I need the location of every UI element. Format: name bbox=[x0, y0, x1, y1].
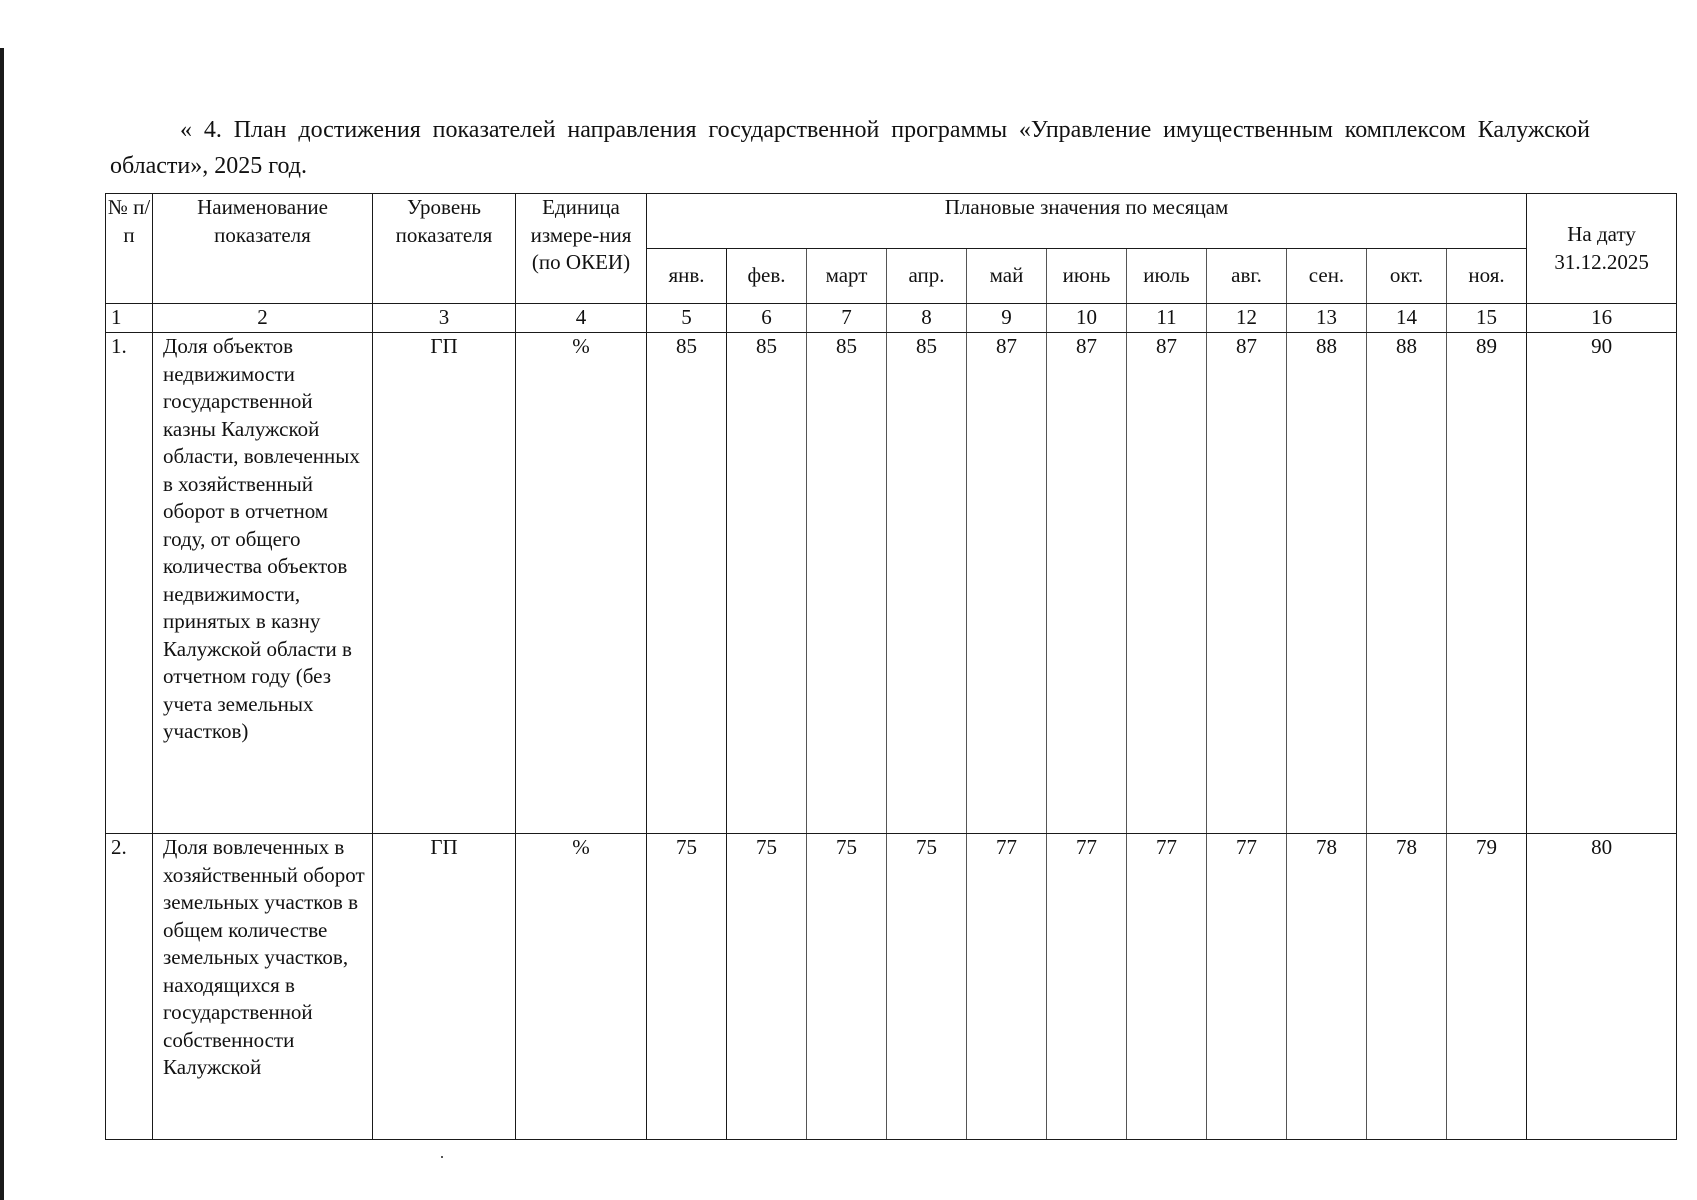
row-number: 1. bbox=[106, 333, 153, 834]
scan-dot bbox=[441, 1156, 443, 1158]
header-month: янв. bbox=[647, 249, 727, 304]
header-monthly-values: Плановые значения по месяцам bbox=[647, 194, 1527, 249]
year-end-value: 80 bbox=[1527, 834, 1677, 1140]
monthly-value: 87 bbox=[1047, 333, 1127, 834]
header-month: апр. bbox=[887, 249, 967, 304]
monthly-value: 78 bbox=[1287, 834, 1367, 1140]
monthly-value: 75 bbox=[727, 834, 807, 1140]
monthly-value: 75 bbox=[807, 834, 887, 1140]
indicator-name: Доля объектов недвижимости государственной казны Калужской области, вовлеченных в хозяйственный оборот в отчетном году, от общего количества объектов недвижимости, принятых в казну Калужской области в отчетном году (без учета земельных участков) bbox=[153, 333, 373, 834]
column-number-row bbox=[106, 304, 1677, 333]
column-number: 2 bbox=[153, 304, 373, 333]
page-edge-gap bbox=[0, 0, 4, 48]
monthly-value: 85 bbox=[807, 333, 887, 834]
header-total-date: На дату 31.12.2025 bbox=[1527, 194, 1677, 304]
column-number: 15 bbox=[1447, 304, 1527, 333]
monthly-value: 75 bbox=[887, 834, 967, 1140]
column-number: 3 bbox=[373, 304, 516, 333]
monthly-value: 89 bbox=[1447, 333, 1527, 834]
indicator-level: ГП bbox=[373, 333, 516, 834]
column-number: 10 bbox=[1047, 304, 1127, 333]
indicator-name: Доля вовлеченных в хозяйственный оборот земельных участков в общем количестве земельных участков, находящихся в государственной собственности Калужской bbox=[153, 834, 373, 1140]
column-number: 4 bbox=[516, 304, 647, 333]
header-month: март bbox=[807, 249, 887, 304]
monthly-value: 85 bbox=[647, 333, 727, 834]
monthly-value: 87 bbox=[967, 333, 1047, 834]
page-edge-line bbox=[0, 0, 4, 1200]
row-number: 2. bbox=[106, 834, 153, 1140]
column-number: 1 bbox=[106, 304, 153, 333]
monthly-value: 88 bbox=[1287, 333, 1367, 834]
header-month: окт. bbox=[1367, 249, 1447, 304]
indicator-level: ГП bbox=[373, 834, 516, 1140]
header-name: Наименование показателя bbox=[153, 194, 373, 304]
column-number: 14 bbox=[1367, 304, 1447, 333]
monthly-value: 88 bbox=[1367, 333, 1447, 834]
table-row bbox=[106, 333, 1677, 834]
monthly-value: 85 bbox=[727, 333, 807, 834]
table-row bbox=[106, 834, 1677, 1140]
header-month: июнь bbox=[1047, 249, 1127, 304]
column-number: 12 bbox=[1207, 304, 1287, 333]
column-number: 8 bbox=[887, 304, 967, 333]
column-number: 11 bbox=[1127, 304, 1207, 333]
column-number: 9 bbox=[967, 304, 1047, 333]
year-end-value: 90 bbox=[1527, 333, 1677, 834]
header-month: авг. bbox=[1207, 249, 1287, 304]
monthly-value: 77 bbox=[1207, 834, 1287, 1140]
monthly-value: 75 bbox=[647, 834, 727, 1140]
header-month: фев. bbox=[727, 249, 807, 304]
monthly-value: 87 bbox=[1127, 333, 1207, 834]
column-number: 16 bbox=[1527, 304, 1677, 333]
monthly-value: 78 bbox=[1367, 834, 1447, 1140]
header-num: № п/п bbox=[106, 194, 153, 304]
header-month: сен. bbox=[1287, 249, 1367, 304]
header-month: июль bbox=[1127, 249, 1207, 304]
indicator-plan-table bbox=[105, 193, 1677, 1140]
column-number: 13 bbox=[1287, 304, 1367, 333]
column-number: 6 bbox=[727, 304, 807, 333]
monthly-value: 77 bbox=[1047, 834, 1127, 1140]
column-number: 5 bbox=[647, 304, 727, 333]
indicator-unit: % bbox=[516, 834, 647, 1140]
monthly-value: 87 bbox=[1207, 333, 1287, 834]
header-month: май bbox=[967, 249, 1047, 304]
header-month: ноя. bbox=[1447, 249, 1527, 304]
monthly-value: 79 bbox=[1447, 834, 1527, 1140]
header-row-top bbox=[106, 194, 1677, 249]
column-number: 7 bbox=[807, 304, 887, 333]
header-level: Уровень показателя bbox=[373, 194, 516, 304]
monthly-value: 85 bbox=[887, 333, 967, 834]
document-heading: « 4. План достижения показателей направления государственной программы «Управление имущественным комплексом Калужской области», 2025 год. bbox=[110, 117, 1590, 179]
monthly-value: 77 bbox=[1127, 834, 1207, 1140]
indicator-unit: % bbox=[516, 333, 647, 834]
header-unit: Единица измере-ния (по ОКЕИ) bbox=[516, 194, 647, 304]
monthly-value: 77 bbox=[967, 834, 1047, 1140]
